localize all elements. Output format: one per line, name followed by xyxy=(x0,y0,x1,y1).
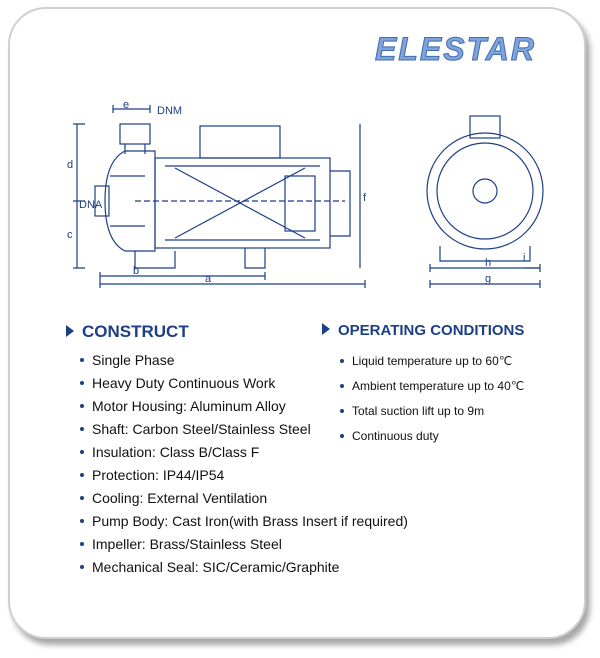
construct-title: CONSTRUCT xyxy=(82,322,189,341)
list-item-text: Impeller: Brass/Stainless Steel xyxy=(92,536,282,552)
list-item xyxy=(340,402,524,427)
bullet-icon xyxy=(80,358,84,362)
list-item xyxy=(340,352,524,377)
operating-conditions-heading xyxy=(322,322,524,339)
dim-label-h: h xyxy=(485,257,492,269)
list-item-text: Ambient temperature up to 40℃ xyxy=(352,379,525,393)
bullet-icon xyxy=(340,359,344,363)
operating-list xyxy=(340,352,524,452)
list-item-text: Mechanical Seal: SIC/Ceramic/Graphite xyxy=(92,559,340,575)
bullet-icon xyxy=(340,384,344,388)
dim-label-e: e xyxy=(123,99,130,111)
dim-label-dnm: DNM xyxy=(157,105,183,117)
bullet-icon xyxy=(80,404,84,408)
dim-label-dna: DNA xyxy=(79,199,103,211)
bullet-icon xyxy=(80,381,84,385)
bullet-icon xyxy=(80,542,84,546)
bullet-icon xyxy=(80,473,84,477)
dim-label-f: f xyxy=(363,192,367,204)
dim-label-d: d xyxy=(67,159,74,171)
list-item-text: Motor Housing: Aluminum Alloy xyxy=(92,398,286,414)
list-item xyxy=(80,511,408,534)
list-item-text: Cooling: External Ventilation xyxy=(92,490,268,506)
bullet-icon xyxy=(80,565,84,569)
pump-dimension-drawing xyxy=(65,96,565,296)
list-item xyxy=(80,534,408,557)
operating-title: OPERATING CONDITIONS xyxy=(338,322,525,339)
triangle-bullet-icon xyxy=(66,325,74,337)
list-item-text: Liquid temperature up to 60℃ xyxy=(352,354,513,368)
brand-logo xyxy=(340,28,540,68)
list-item-text: Total suction lift up to 9m xyxy=(352,404,485,418)
list-item-text: Insulation: Class B/Class F xyxy=(92,444,260,460)
bullet-icon xyxy=(80,427,84,431)
bullet-icon xyxy=(80,450,84,454)
brand-name: ELESTAR xyxy=(375,31,536,67)
list-item-text: Shaft: Carbon Steel/Stainless Steel xyxy=(92,421,311,437)
dim-label-i: i xyxy=(523,252,526,264)
list-item-text: Single Phase xyxy=(92,352,175,368)
dim-label-c: c xyxy=(67,229,73,241)
dim-label-b: b xyxy=(133,265,140,277)
list-item-text: Heavy Duty Continuous Work xyxy=(92,375,276,391)
bullet-icon xyxy=(80,519,84,523)
dim-label-a: a xyxy=(205,273,212,285)
list-item-text: Pump Body: Cast Iron(with Brass Insert if required) xyxy=(92,513,408,529)
list-item xyxy=(340,377,524,402)
bullet-icon xyxy=(340,409,344,413)
list-item xyxy=(80,465,408,488)
triangle-bullet-icon xyxy=(322,323,330,335)
dim-label-g: g xyxy=(485,273,492,285)
construct-heading xyxy=(66,322,189,342)
list-item-text: Protection: IP44/IP54 xyxy=(92,467,225,483)
list-item xyxy=(340,427,524,452)
bullet-icon xyxy=(80,496,84,500)
bullet-icon xyxy=(340,434,344,438)
list-item xyxy=(80,557,408,580)
list-item-text: Continuous duty xyxy=(352,429,439,443)
list-item xyxy=(80,488,408,511)
